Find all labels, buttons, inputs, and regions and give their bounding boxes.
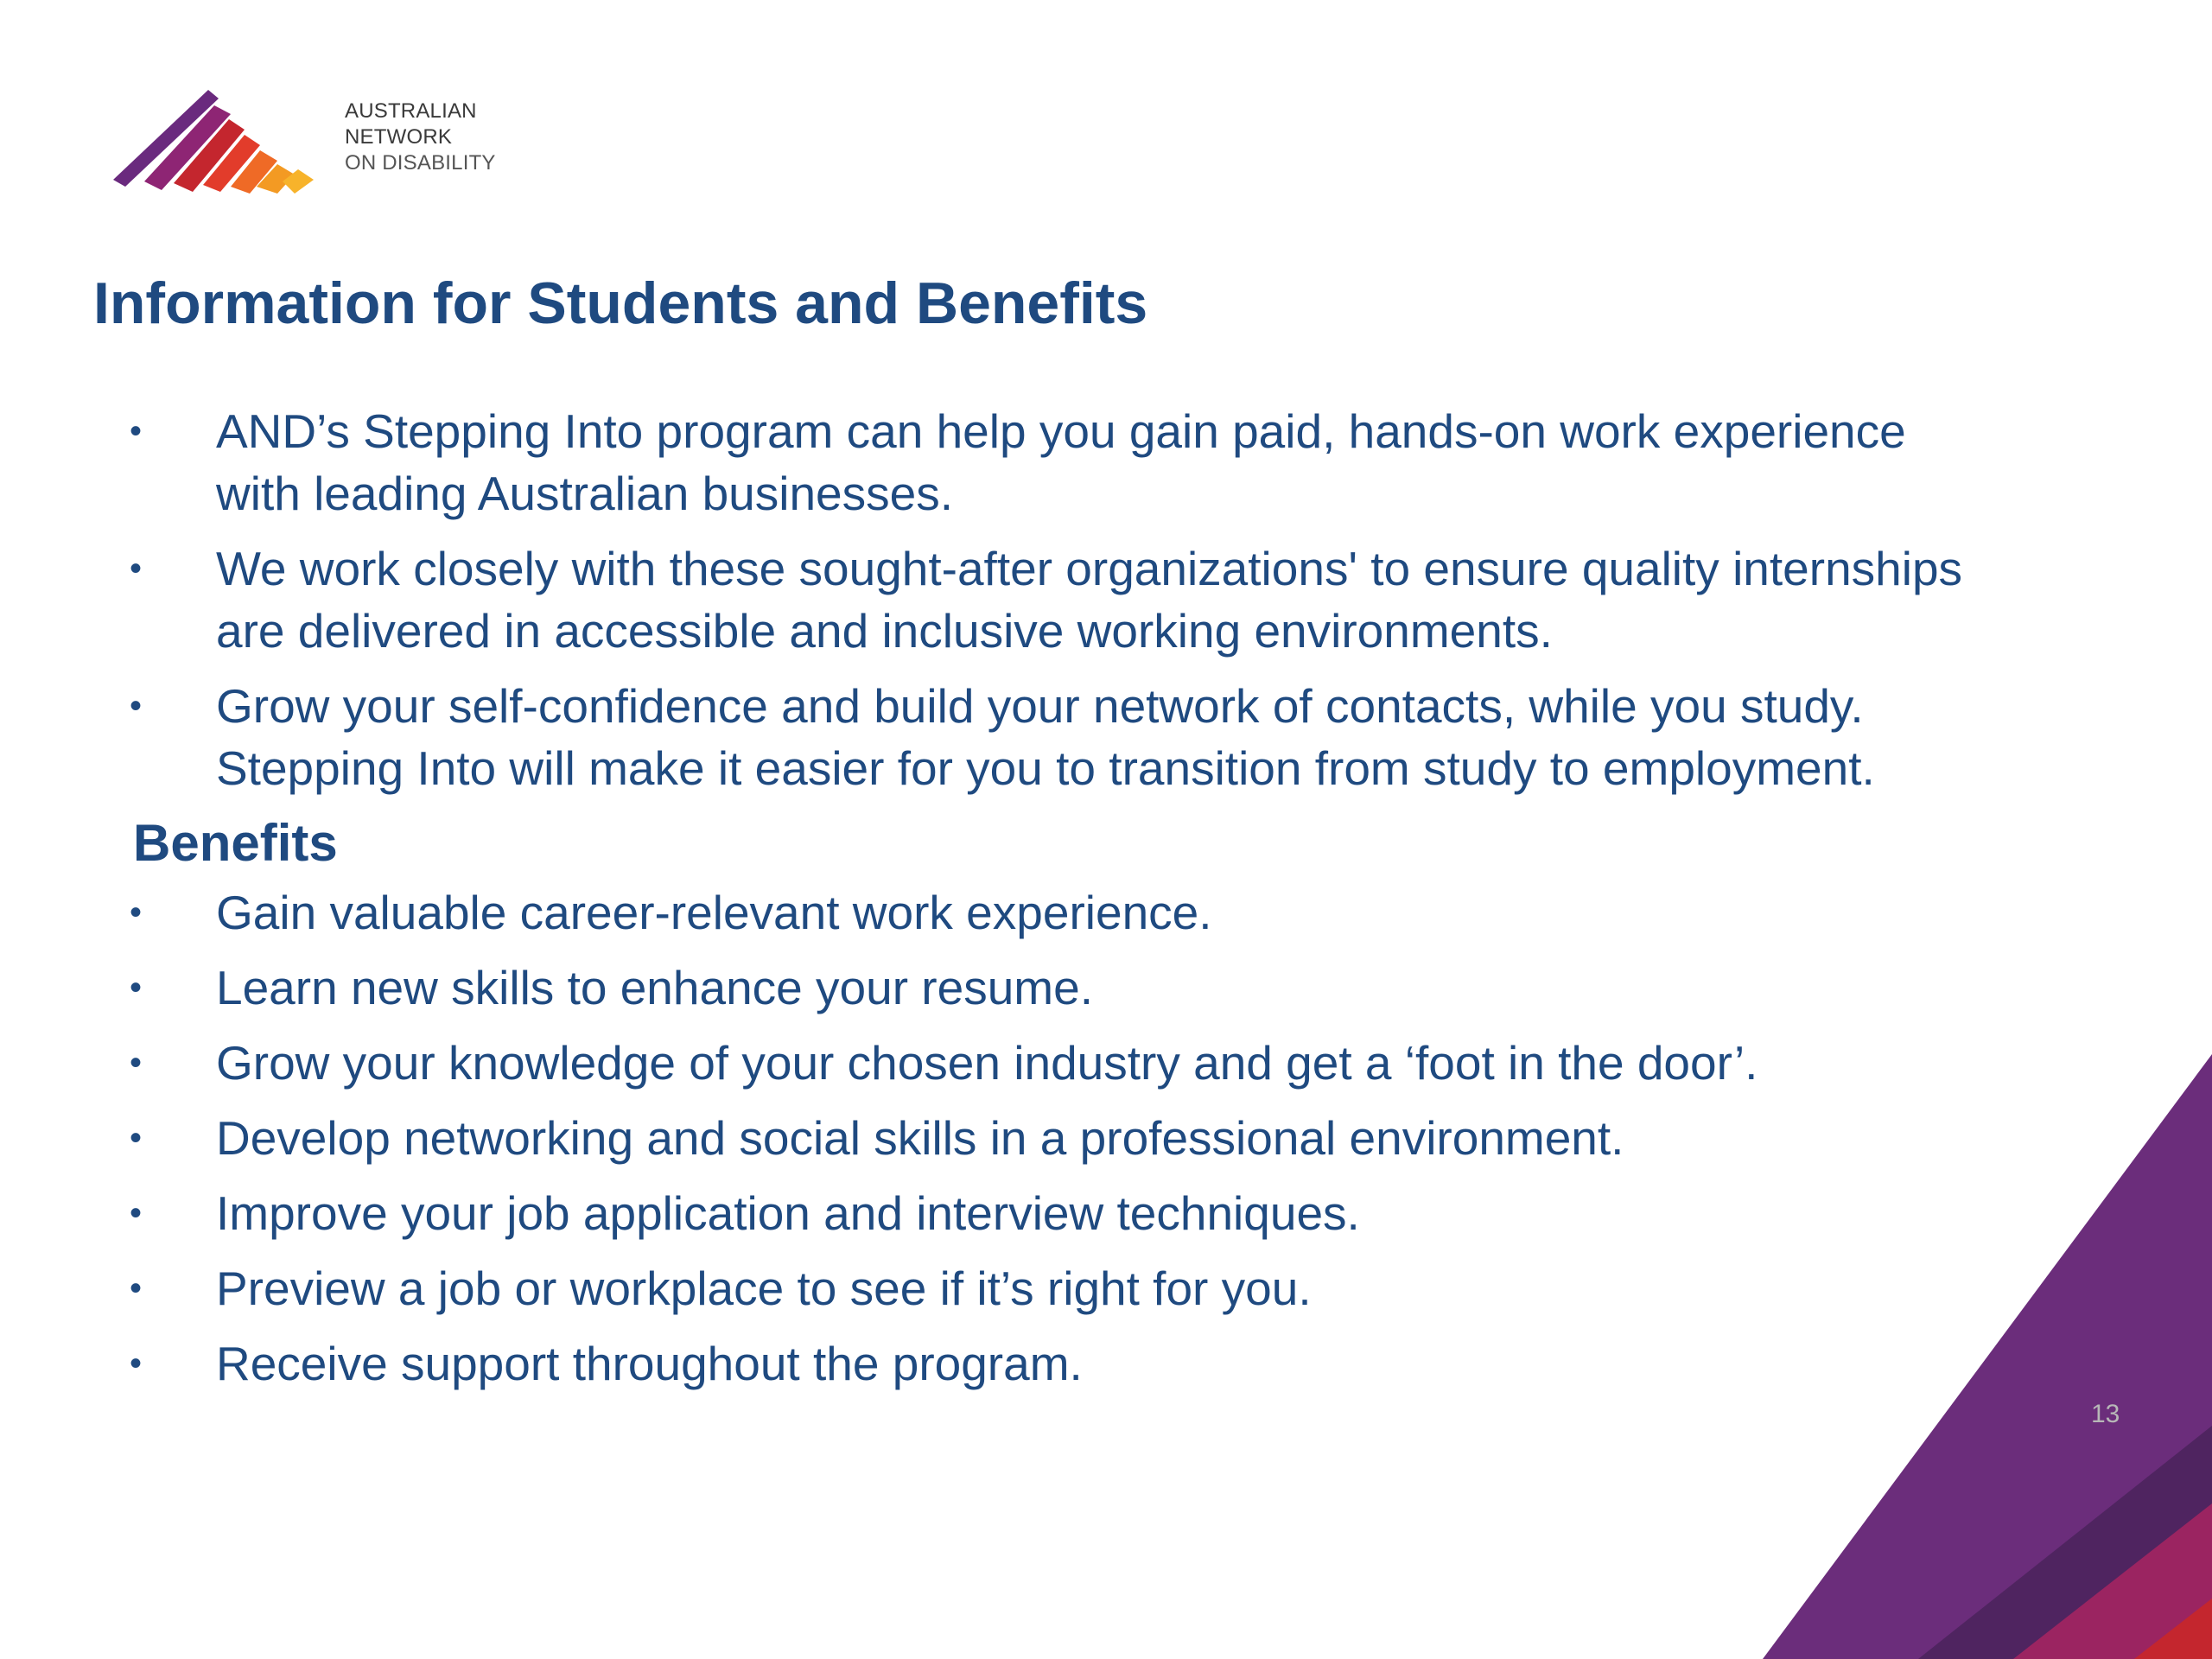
list-item-text: Learn new skills to enhance your resume. [216,961,1093,1014]
intro-list [130,400,1970,799]
bullet-icon: • [130,687,143,725]
slide-content [130,400,1970,1408]
bullet-icon: • [130,969,143,1007]
list-item [130,675,1970,799]
list-item-text: AND’s Stepping Into program can help you gain paid, hands-on work experience with leading Australian businesses. [216,404,1906,520]
list-item [130,957,1970,1019]
list-item [130,1032,1970,1094]
list-item-text: We work closely with these sought-after organizations' to ensure quality internships are delivered in accessible and inclusive working environments. [216,542,1963,658]
bullet-icon: • [130,1269,143,1307]
list-item-text: Improve your job application and interview techniques. [216,1186,1360,1240]
list-item-text: Grow your knowledge of your chosen industry and get a ‘foot in the door’. [216,1036,1758,1090]
bullet-icon: • [130,1044,143,1082]
list-item [130,1332,1970,1395]
bullet-icon: • [130,412,143,450]
page-number: 13 [2091,1400,2120,1428]
logo-line-2: NETWORK [345,125,453,149]
list-item [130,1182,1970,1244]
benefits-heading: Benefits [133,814,338,872]
bullet-icon: • [130,1344,143,1382]
corner-decoration [1763,1054,2212,1659]
logo-mark-icon [113,85,338,197]
list-item-text: Develop networking and social skills in a professional environment. [216,1111,1624,1165]
list-item [130,881,1970,944]
list-item-text: Gain valuable career-relevant work experience. [216,886,1212,939]
list-item [130,1107,1970,1169]
slide-title: Information for Students and Benefits [93,270,1148,336]
benefits-list [130,881,1970,1395]
bullet-icon: • [130,550,143,588]
logo-line-3: ON DISABILITY [345,151,496,175]
bullet-icon: • [130,1119,143,1157]
list-item [130,1257,1970,1319]
bullet-icon: • [130,1194,143,1232]
list-item [130,537,1970,662]
list-item-text: Grow your self-confidence and build your network of contacts, while you study. Stepping Into will make it easier for you to transition from study to employment. [216,679,1875,795]
organization-logo [113,85,511,197]
list-item-text: Preview a job or workplace to see if it’s right for you. [216,1262,1312,1315]
logo-line-1: AUSTRALIAN [345,99,477,123]
list-item-text: Receive support throughout the program. [216,1337,1083,1390]
logo-wordmark [345,99,496,176]
list-item [130,400,1970,524]
bullet-icon: • [130,893,143,931]
